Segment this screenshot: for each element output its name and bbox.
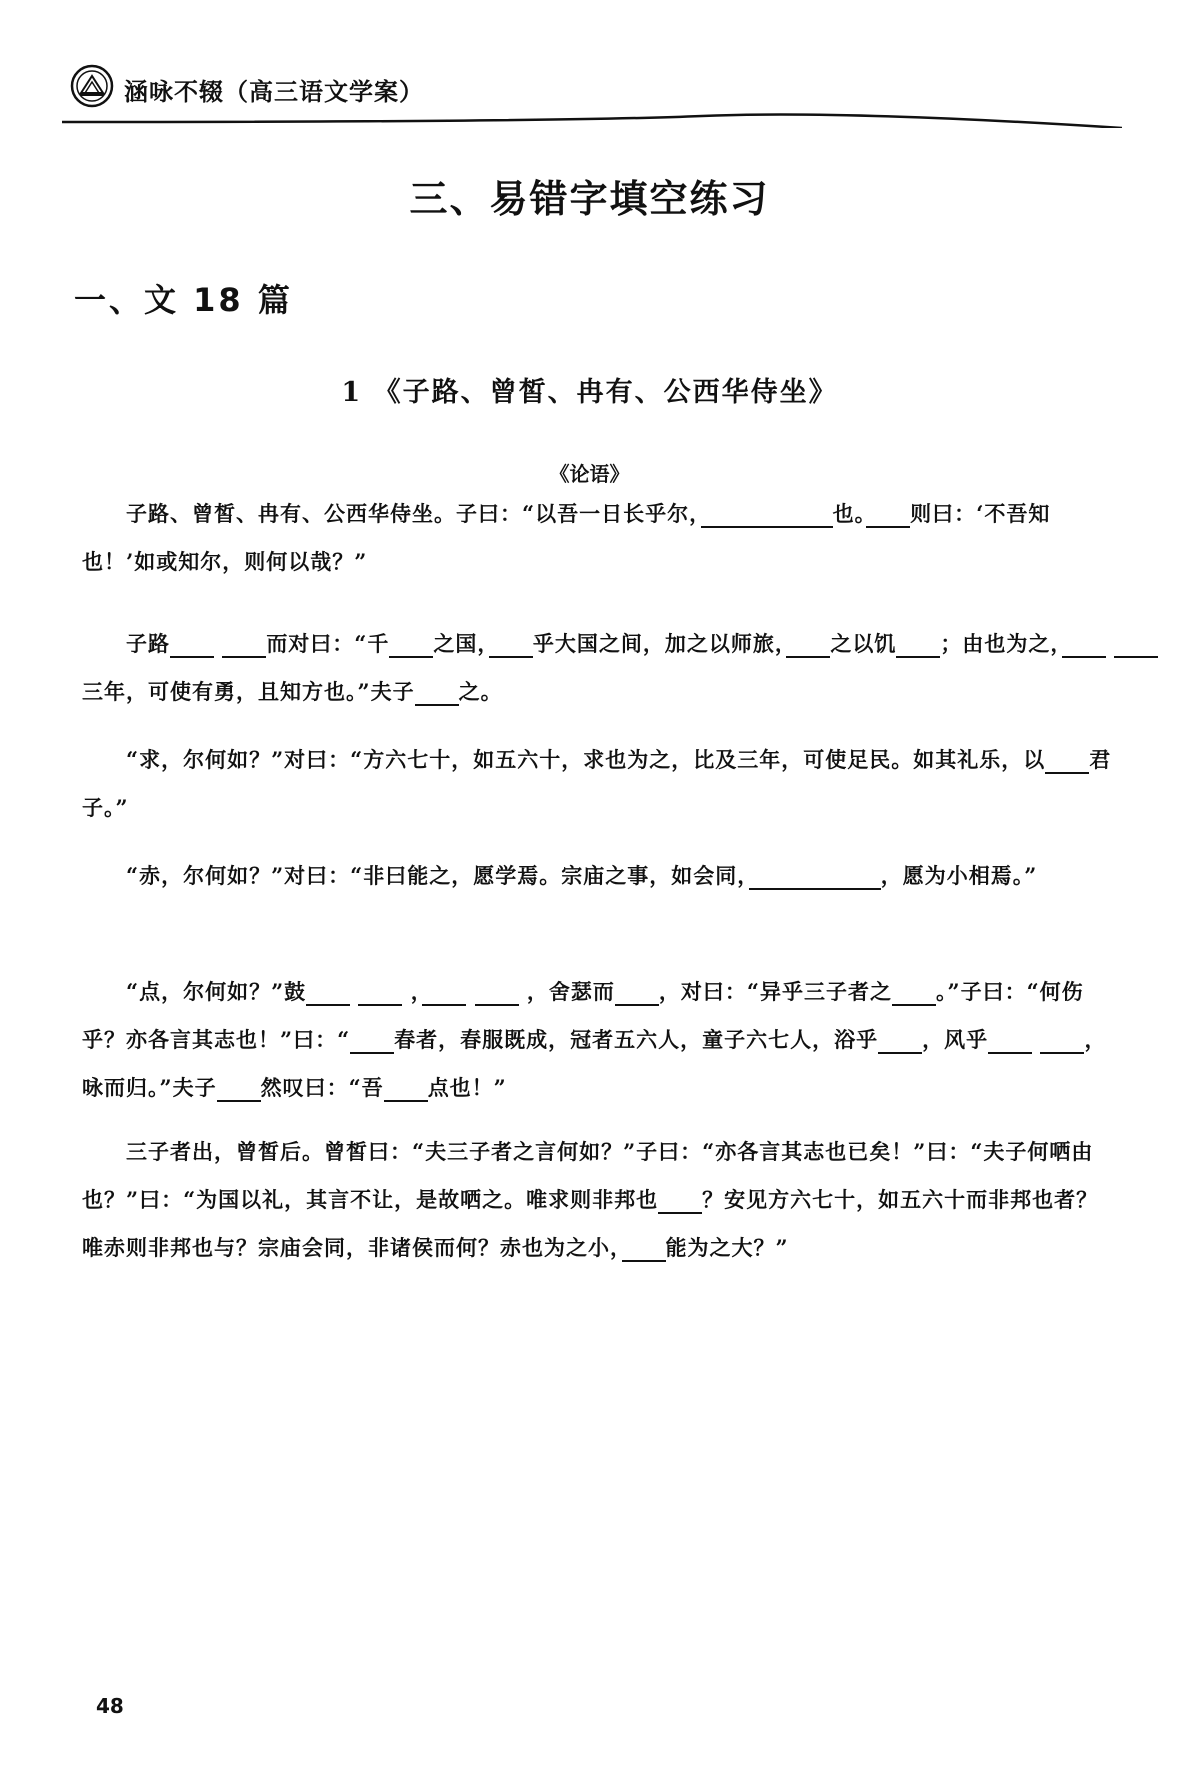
fill-blank[interactable] xyxy=(866,501,910,528)
fill-blank[interactable] xyxy=(896,631,940,658)
paragraph-1 xyxy=(82,490,1112,586)
paragraph-text: 则曰：‘不吾知也！’如或知尔，则何以哉？” xyxy=(82,501,1051,574)
fill-blank[interactable] xyxy=(658,1187,702,1214)
paragraph-text: ，对曰：“异乎三子者之 xyxy=(658,979,893,1004)
paragraph-text: 之国， xyxy=(433,631,489,656)
paragraph-text: 而对曰：“千 xyxy=(266,631,390,656)
page-header xyxy=(62,58,1122,122)
paragraph-4 xyxy=(82,852,1112,900)
fill-blank[interactable] xyxy=(749,863,881,890)
paragraph-text: 春者，春服既成，冠者五六人，童子六七人，浴乎 xyxy=(394,1027,879,1052)
paragraph-text: 也。 xyxy=(832,501,867,526)
paragraph-text: ，咏而归。”夫子 xyxy=(82,1027,1107,1100)
page-title: 三、易错字填空练习 xyxy=(409,177,770,221)
paragraph-text: ，愿为小相焉。” xyxy=(880,863,1038,888)
fill-blank[interactable] xyxy=(489,631,533,658)
fill-blank[interactable] xyxy=(622,1235,666,1262)
section-heading: 一、文 18 篇 xyxy=(74,281,293,319)
paragraph-6 xyxy=(82,1128,1112,1272)
fill-blank[interactable] xyxy=(1045,747,1089,774)
header-rule xyxy=(62,98,1122,128)
fill-blank[interactable] xyxy=(615,979,659,1006)
paragraph-text: “点，尔何如？”鼓 xyxy=(126,979,307,1004)
paragraph-text: ， xyxy=(402,979,423,1004)
paragraph-text: 三子者出，曾皙后。曾皙曰：“夫三子者之言何如？”子曰：“亦各言其志也已矣！”曰：“夫子何哂由也？”曰：“为国以礼，其言不让，是故哂之。唯求则非邦也 xyxy=(82,1139,1094,1212)
paragraph-3 xyxy=(82,736,1112,832)
paragraph-text: ，风乎 xyxy=(922,1027,989,1052)
fill-blank[interactable] xyxy=(701,501,833,528)
paragraph-5 xyxy=(82,968,1112,1112)
paragraph-text: 然叹曰：“吾 xyxy=(260,1075,384,1100)
paragraph-text: 乎大国之间，加之以师旅， xyxy=(532,631,787,656)
fill-blank[interactable] xyxy=(878,1027,922,1054)
paragraph-text: “赤，尔何如？”对曰：“非曰能之，愿学焉。宗庙之事，如会同， xyxy=(126,863,749,888)
fill-blank[interactable] xyxy=(988,1027,1032,1054)
paragraph-text: 点也！” xyxy=(427,1075,507,1100)
paragraph-2 xyxy=(82,620,1112,716)
fill-blank[interactable] xyxy=(306,979,350,1006)
paragraph-text: 之。 xyxy=(458,679,503,704)
paragraph-text: 三年，可使有勇，且知方也。”夫子 xyxy=(82,679,415,704)
fill-blank[interactable] xyxy=(170,631,214,658)
fill-blank[interactable] xyxy=(1114,631,1158,658)
fill-blank[interactable] xyxy=(358,979,402,1006)
fill-blank[interactable] xyxy=(1040,1027,1084,1054)
paragraph-text: ，舍瑟而 xyxy=(518,979,615,1004)
page-number: 48 xyxy=(96,1694,124,1718)
paragraph-text: 。”子曰：“何伤乎？亦各言其志也！”曰：“ xyxy=(82,979,1084,1052)
header-title: 涵咏不辍（高三语文学案） xyxy=(124,78,424,106)
lesson-title: 1 《子路、曾皙、冉有、公西华侍坐》 xyxy=(341,377,838,408)
paragraph-text xyxy=(466,979,474,1004)
source-title: 《论语》 xyxy=(549,462,630,486)
fill-blank[interactable] xyxy=(222,631,266,658)
fill-blank[interactable] xyxy=(892,979,936,1006)
fill-blank[interactable] xyxy=(1062,631,1106,658)
paragraph-text: ？安见方六七十，如五六十而非邦也者？唯赤则非邦也与？宗庙会同，非诸侯而何？赤也为之小， xyxy=(82,1187,1099,1260)
paragraph-text: “求，尔何如？”对曰：“方六七十，如五六十，求也为之，比及三年，可使足民。如其礼乐，以 xyxy=(126,747,1046,772)
paragraph-text: ；由也为之， xyxy=(940,631,1062,656)
fill-blank[interactable] xyxy=(389,631,433,658)
fill-blank[interactable] xyxy=(217,1075,261,1102)
fill-blank[interactable] xyxy=(422,979,466,1006)
paragraph-text: 子路 xyxy=(126,631,170,656)
paragraph-text: 之以饥 xyxy=(830,631,897,656)
paragraph-text: 子路、曾皙、冉有、公西华侍坐。子曰：“以吾一日长乎尔， xyxy=(126,501,701,526)
fill-blank[interactable] xyxy=(384,1075,428,1102)
fill-blank[interactable] xyxy=(786,631,830,658)
fill-blank[interactable] xyxy=(475,979,519,1006)
fill-blank[interactable] xyxy=(415,679,459,706)
paragraph-text xyxy=(1106,631,1114,656)
fill-blank[interactable] xyxy=(350,1027,394,1054)
paragraph-text: 能为之大？” xyxy=(665,1235,789,1260)
paragraph-text: 君子。” xyxy=(82,747,1112,820)
